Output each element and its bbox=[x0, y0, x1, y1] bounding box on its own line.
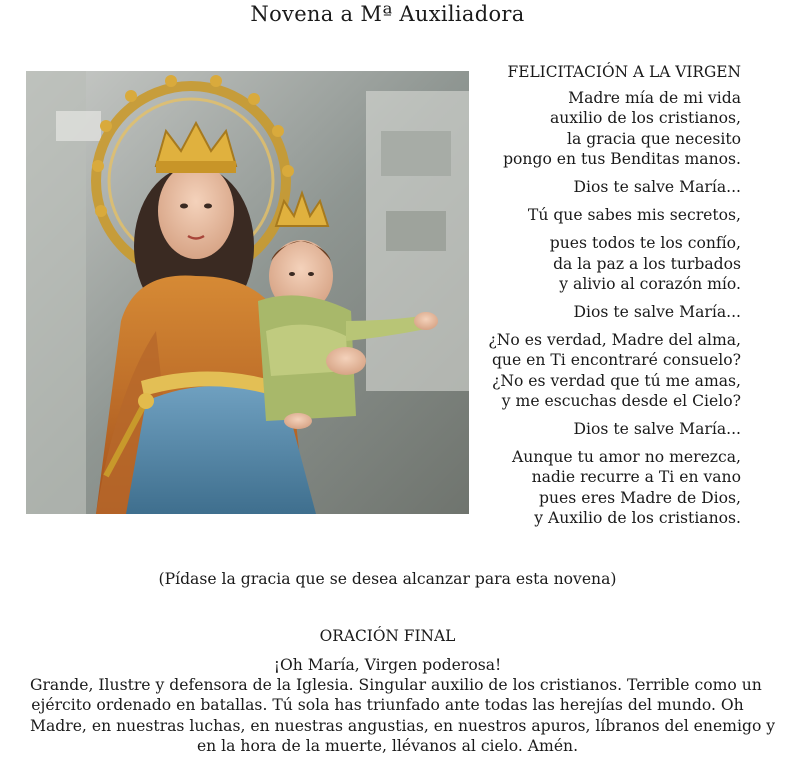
poem-line: Madre mía de mi vida bbox=[568, 89, 741, 108]
poem-line: Aunque tu amor no merezca, bbox=[512, 448, 741, 467]
poem-line: auxilio de los cristianos, bbox=[549, 109, 741, 128]
poem-line: y alivio al corazón mío. bbox=[559, 274, 741, 293]
felicitacion-poem bbox=[441, 62, 741, 528]
poem-line: Tú que sabes mis secretos, bbox=[527, 206, 741, 225]
stanza-2 bbox=[441, 205, 741, 225]
prayer-line: ¡Oh María, Virgen poderosa! bbox=[273, 656, 502, 674]
poem-line: da la paz a los turbados bbox=[553, 254, 741, 273]
refrain: Dios te salve María... bbox=[573, 178, 741, 197]
poem-line: ¿No es verdad que tú me amas, bbox=[491, 371, 741, 390]
poem-line: nadie recurre a Ti en vano bbox=[531, 468, 741, 487]
poem-line: que en Ti encontraré consuelo? bbox=[491, 351, 741, 370]
stanza-5 bbox=[441, 447, 741, 528]
poem-line: pues eres Madre de Dios, bbox=[539, 488, 741, 507]
poem-line: pues todos te los confío, bbox=[549, 234, 741, 253]
prayer-line: Madre, en nuestras luchas, en nuestras angustias, en nuestros apuros, líbranos del enemigo y bbox=[30, 716, 776, 735]
prayer-line: ejército ordenado en batallas. Tú sola has triunfado ante todas las herejías del mundo. Oh bbox=[31, 696, 744, 715]
final-prayer-heading: ORACIÓN FINAL bbox=[319, 627, 456, 645]
page-title: Novena a Mª Auxiliadora bbox=[250, 2, 525, 26]
prayer-line: Grande, Ilustre y defensora de la Iglesia. Singular auxilio de los cristianos. Terrible como un bbox=[30, 676, 762, 695]
petition-note: (Pídase la gracia que se desea alcanzar para esta novena) bbox=[158, 570, 617, 588]
felicitacion-heading: FELICITACIÓN A LA VIRGEN bbox=[507, 63, 741, 81]
poem-line: pongo en tus Benditas manos. bbox=[503, 149, 741, 168]
poem-line: la gracia que necesito bbox=[566, 129, 741, 148]
virgin-statue-image bbox=[26, 71, 469, 514]
virgin-mary-auxiliadora-statue-icon bbox=[26, 71, 469, 514]
refrain: Dios te salve María... bbox=[573, 420, 741, 439]
refrain: Dios te salve María... bbox=[573, 303, 741, 322]
prayer-line: en la hora de la muerte, llévanos al cielo. Amén. bbox=[196, 736, 579, 755]
final-prayer bbox=[30, 655, 776, 756]
poem-line: y Auxilio de los cristianos. bbox=[534, 508, 741, 527]
poem-line: ¿No es verdad, Madre del alma, bbox=[488, 331, 741, 350]
stanza-4 bbox=[441, 330, 741, 411]
poem-line: y me escuchas desde el Cielo? bbox=[501, 391, 741, 410]
stanza-1 bbox=[441, 88, 741, 169]
stanza-3 bbox=[441, 233, 741, 294]
